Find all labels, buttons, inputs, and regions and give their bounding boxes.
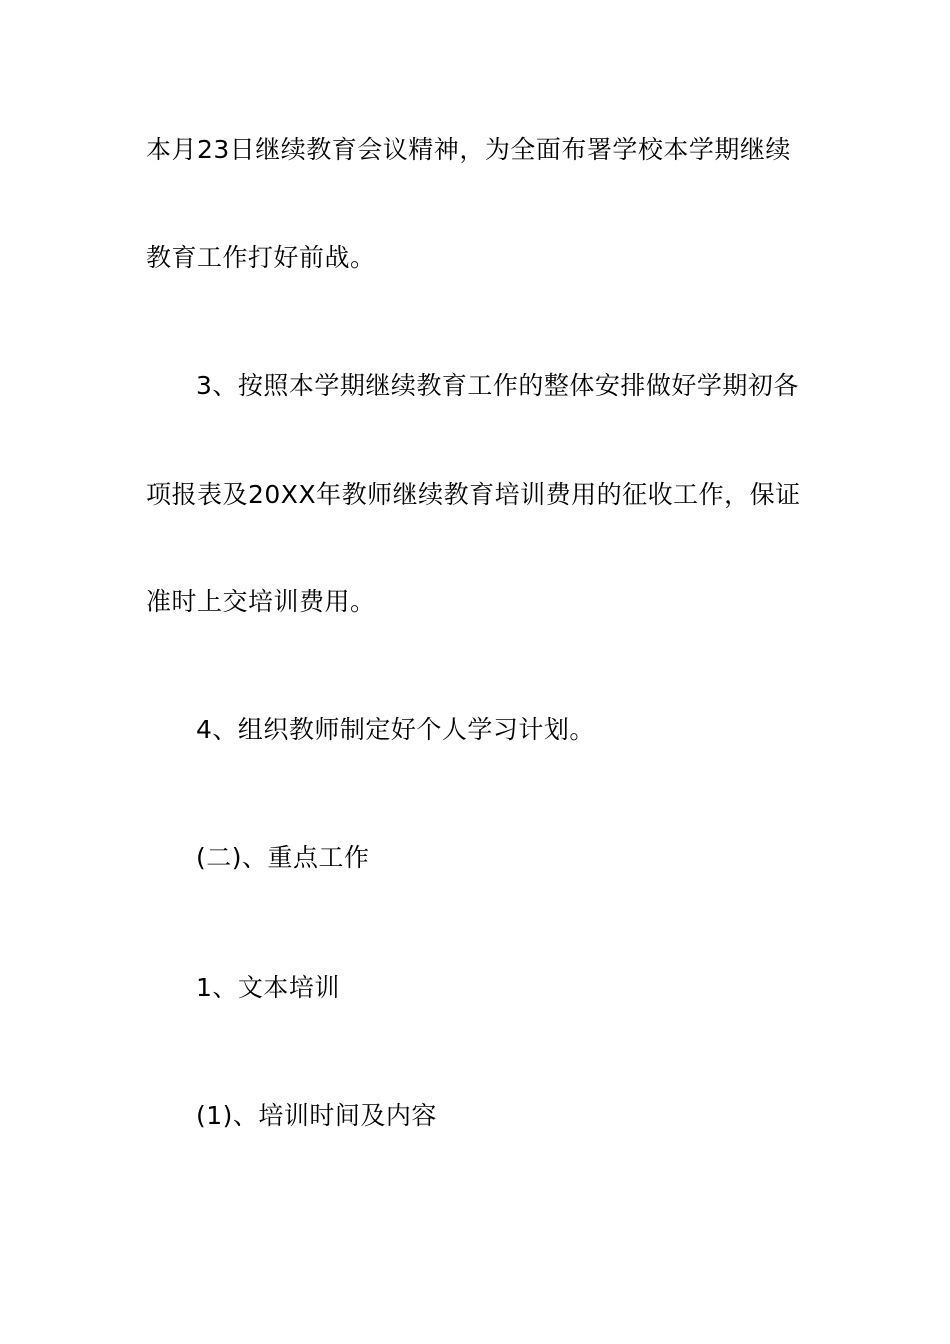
list-item-3-text: 3、按照本学期继续教育工作的整体安排做好学期初各 [196,371,799,400]
section-heading: (二)、重点工作 [196,843,370,872]
paragraph-text-line: 准时上交培训费用。 [146,587,376,616]
paragraph-text-line: 本月23日继续教育会议精神，为全面布署学校本学期继续 [146,135,791,164]
subsection-heading: 1、文本培训 [196,973,340,1002]
paragraph-text-line: 教育工作打好前战。 [146,243,376,272]
list-item-4-text: 4、组织教师制定好个人学习计划。 [196,715,595,744]
paragraph-text-line: 项报表及20XX年教师继续教育培训费用的征收工作，保证 [146,480,801,509]
sub-item-heading: (1)、培训时间及内容 [196,1101,437,1130]
